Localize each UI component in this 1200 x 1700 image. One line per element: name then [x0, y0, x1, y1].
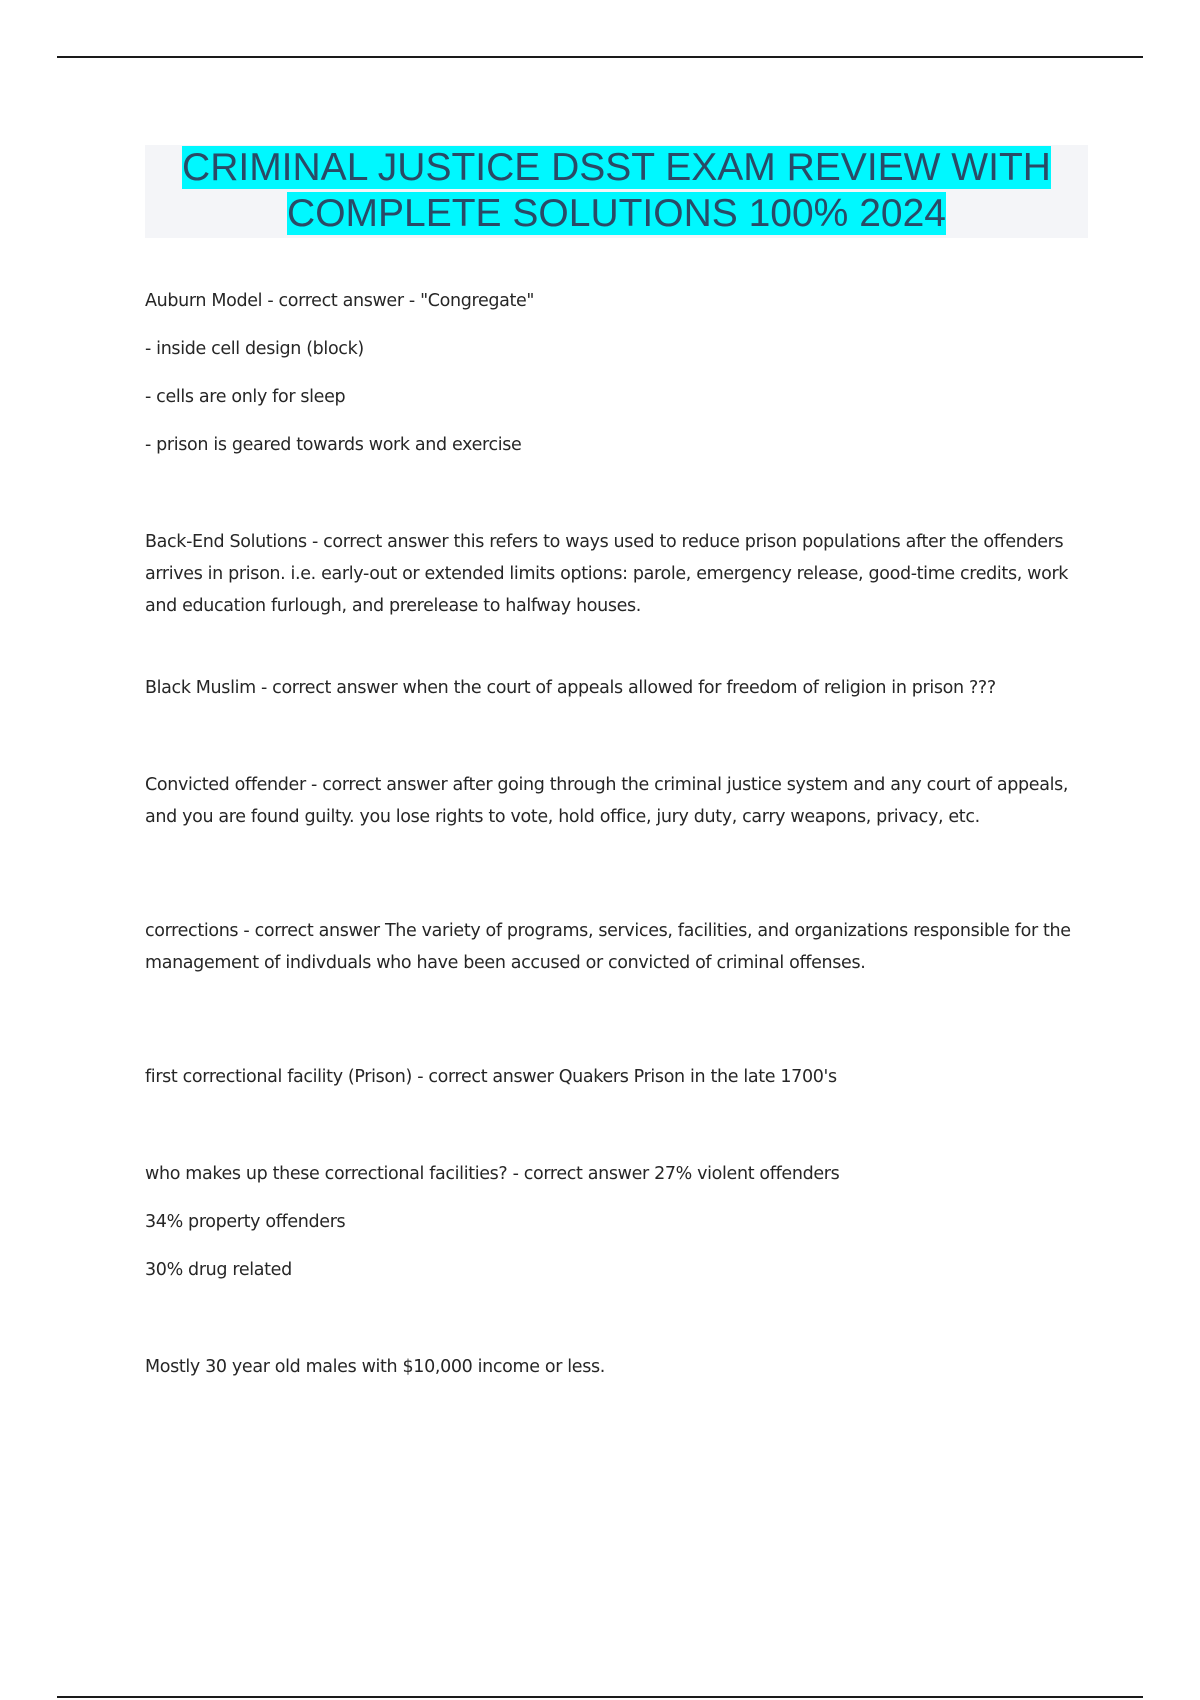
top-rule: [57, 56, 1143, 58]
entry-first-correctional-facility: first correctional facility (Prison) - correct answer Quakers Prison in the late 1700's: [145, 1067, 837, 1087]
auburn-bullet: - prison is geared towards work and exercise: [145, 435, 522, 455]
spacer: [145, 623, 1090, 672]
makeup-summary: Mostly 30 year old males with $10,000 income or less.: [145, 1357, 605, 1377]
entry-corrections: corrections - correct answer The variety of programs, services, facilities, and organizations responsible for the management of indivduals who have been accused or convicted of criminal offenses.: [145, 921, 1071, 973]
spacer: [145, 866, 1090, 915]
title-line-2: COMPLETE SOLUTIONS 100% 2024: [287, 192, 946, 235]
makeup-line: 34% property offenders: [145, 1212, 346, 1232]
entry-black-muslim: Black Muslim - correct answer when the court of appeals allowed for freedom of religion in prison ???: [145, 678, 996, 698]
spacer: [145, 720, 1090, 769]
spacer: [145, 1302, 1090, 1351]
spacer: [145, 1109, 1090, 1158]
spacer: [145, 1012, 1090, 1061]
entry-auburn-model: Auburn Model - correct answer - "Congregate": [145, 291, 535, 311]
bottom-rule: [57, 1696, 1143, 1698]
title-line-1: CRIMINAL JUSTICE DSST EXAM REVIEW WITH: [182, 146, 1051, 189]
document-body: [145, 285, 1090, 1399]
entry-facility-makeup: who makes up these correctional facilities? - correct answer 27% violent offenders: [145, 1164, 840, 1184]
entry-back-end-solutions: Back-End Solutions - correct answer this refers to ways used to reduce prison populations after the offenders arrives in prison. i.e. early-out or extended limits options: parole, emergency release, good-time credits, work and education furlough, and prerelease to halfway houses.: [145, 532, 1069, 616]
auburn-bullet: - cells are only for sleep: [145, 387, 346, 407]
auburn-bullet: - inside cell design (block): [145, 339, 364, 359]
makeup-line: 30% drug related: [145, 1260, 292, 1280]
spacer: [145, 477, 1090, 526]
entry-convicted-offender: Convicted offender - correct answer after going through the criminal justice system and any court of appeals, and you are found guilty. you lose rights to vote, hold office, jury duty, carry weapons, privacy, etc.: [145, 775, 1069, 827]
document-title: [145, 145, 1088, 237]
